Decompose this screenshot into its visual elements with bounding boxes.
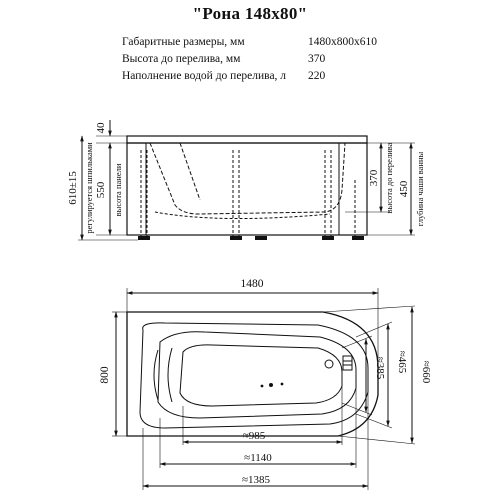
dim-800-label: 800 (99, 366, 111, 384)
front-view (78, 120, 415, 240)
spec-label: Габаритные размеры, мм (122, 36, 245, 48)
dim-1385-label: ≈1385 (241, 474, 271, 486)
control-block (343, 356, 352, 370)
bowl-profile (150, 143, 345, 214)
dim-1480-label: 1480 (240, 278, 264, 290)
dim-385-label: ≈385 (374, 356, 386, 380)
spec-label: Наполнение водой до перелива, л (122, 70, 287, 82)
adjust-studs-note: регулируется шпильками (84, 142, 94, 234)
dim-610-label: 610±15 (67, 171, 79, 205)
dim-465-label: ≈465 (396, 350, 408, 374)
dim-370-label: 370 (368, 169, 380, 187)
bowl-bottom (155, 212, 330, 219)
headrest-curve (154, 350, 158, 400)
leg-feet (138, 236, 364, 240)
spec-label: Высота до перелива, мм (122, 53, 241, 65)
dim-660-label: ≈660 (420, 360, 432, 384)
support-legs (141, 150, 355, 238)
panel-height-note: высота панели (113, 163, 123, 217)
drawing-title: "Рона 148x80" (192, 4, 308, 23)
headrest-inner-curve (168, 348, 172, 402)
front-rim (127, 136, 367, 143)
bowl-back-slope (180, 143, 200, 200)
rim-inner-outline (140, 323, 368, 428)
overflow-dot (270, 384, 273, 387)
dim-450-label: 450 (398, 180, 410, 198)
tub-outline (127, 312, 378, 436)
drain-icon (325, 360, 333, 368)
spec-value: 1480x800x610 (308, 36, 377, 48)
bowl-depth-note: глубина чаши ванны (415, 151, 425, 227)
spec-value: 220 (308, 70, 326, 82)
dim-550-label: 550 (95, 181, 107, 199)
dim-1140-label: ≈1140 (244, 452, 272, 464)
dim-985-label: ≈985 (242, 430, 266, 442)
spec-value: 370 (308, 53, 326, 65)
overflow-height-note: высота до перелива (384, 142, 394, 214)
dim-40-label: 40 (95, 122, 107, 134)
bowl-inner (180, 345, 342, 406)
